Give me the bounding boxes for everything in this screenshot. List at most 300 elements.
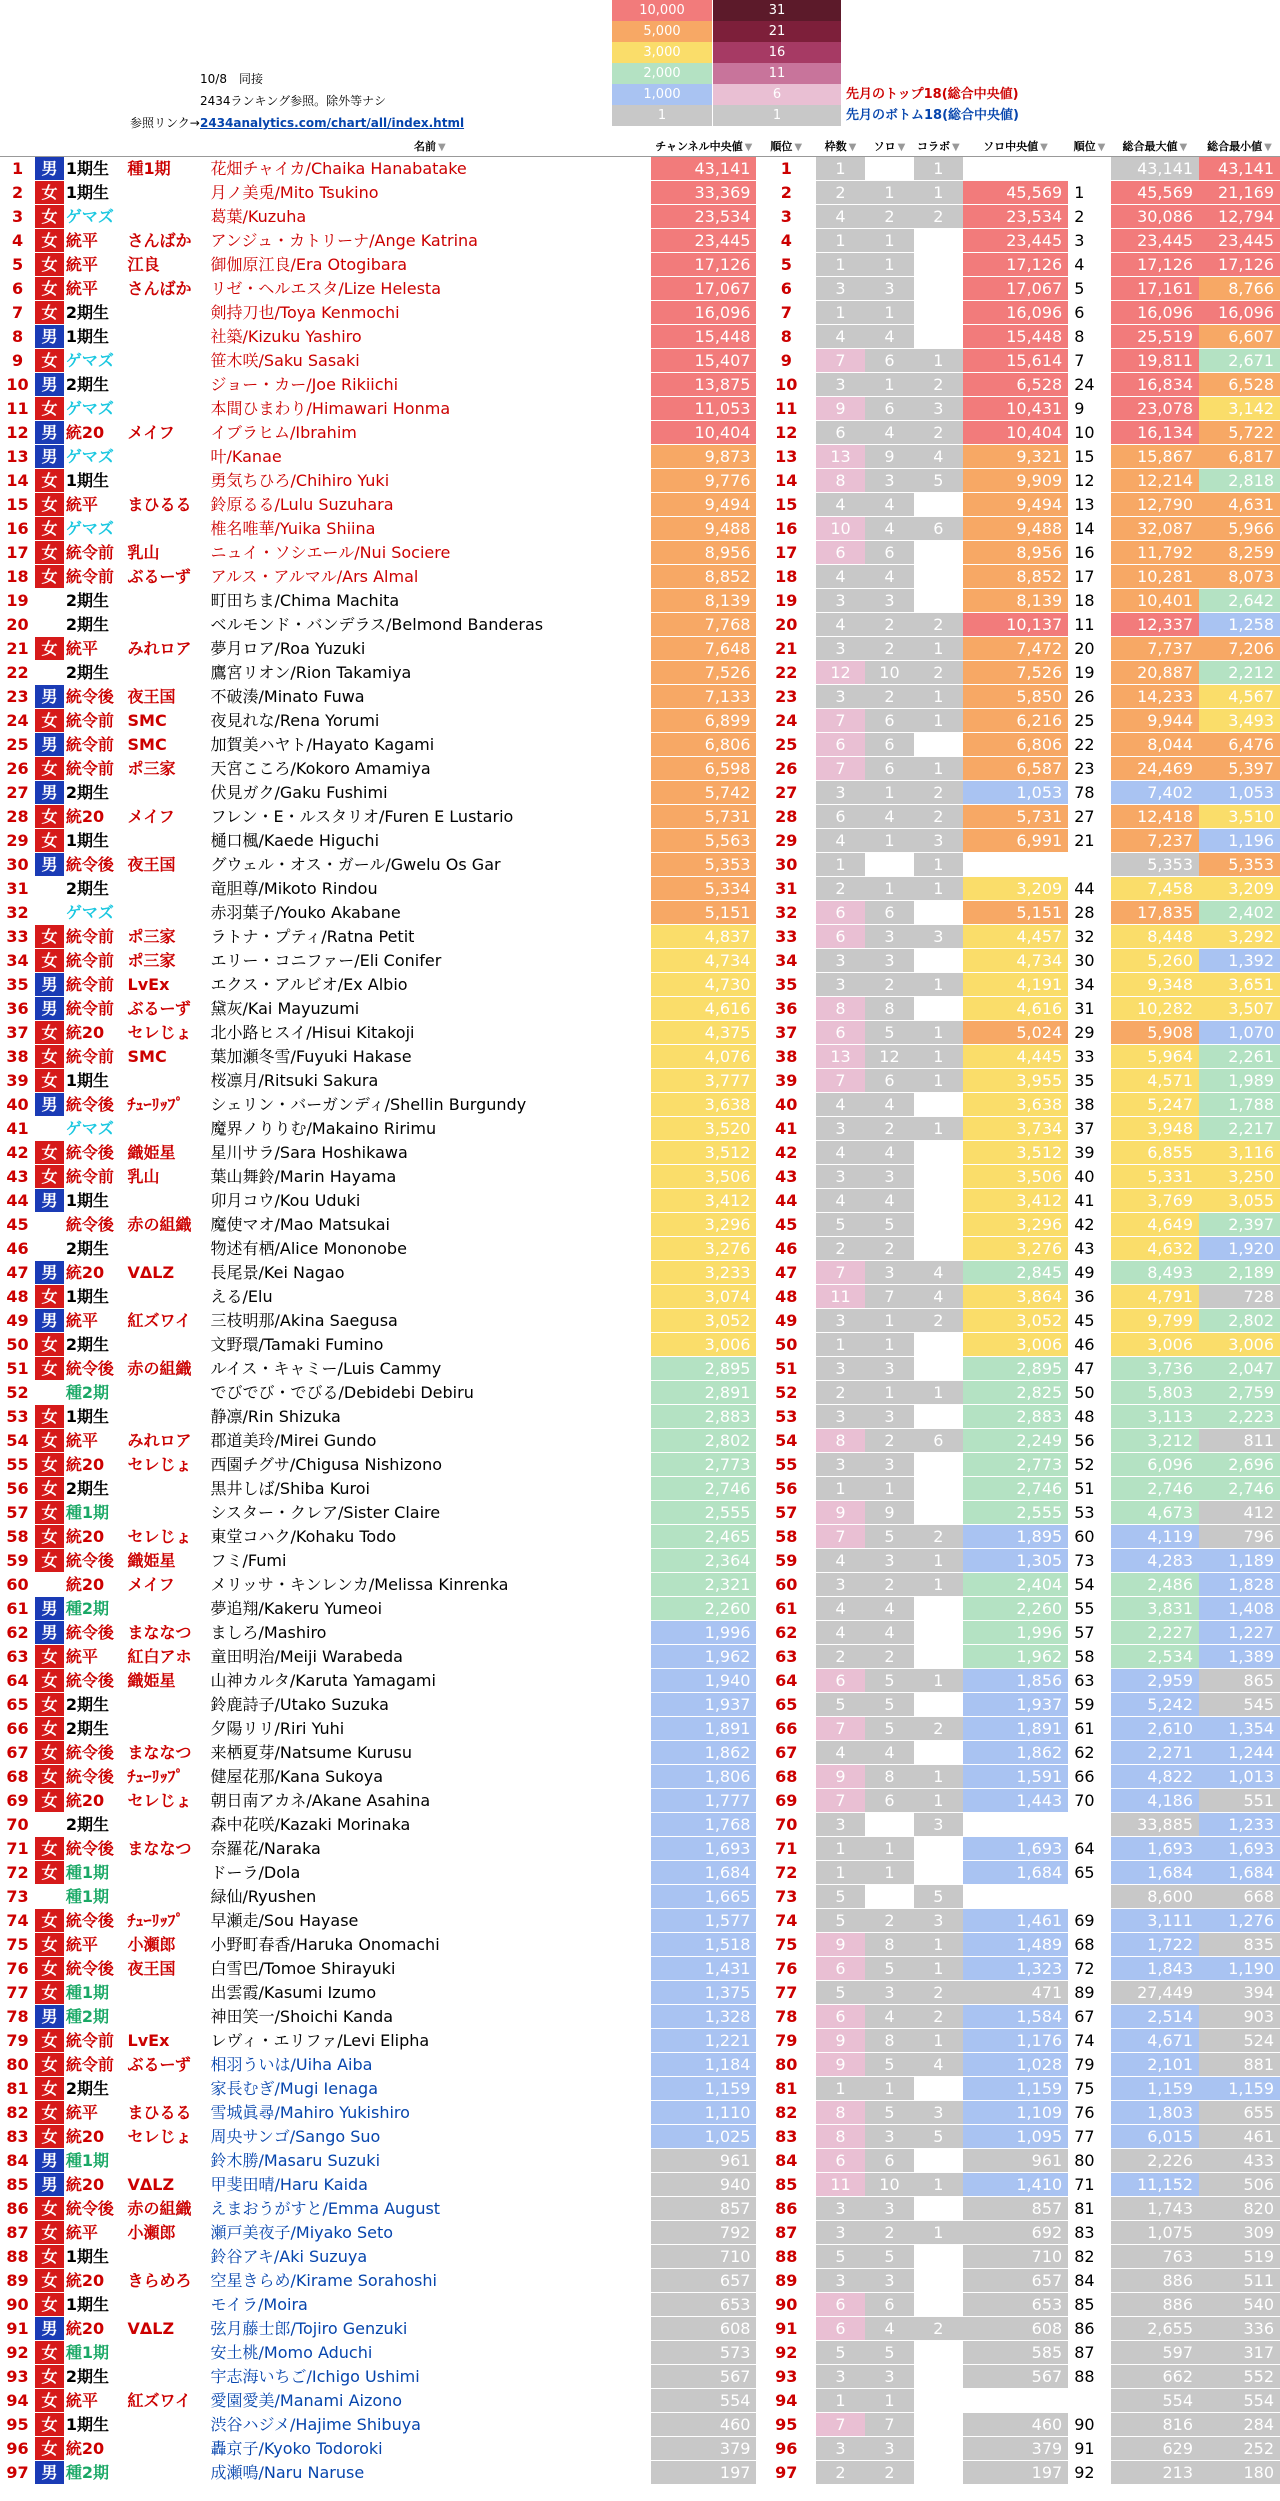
collab-count (914, 1477, 963, 1501)
table-row[interactable] (0, 733, 1280, 757)
table-row[interactable] (0, 1381, 1280, 1405)
sex-badge: 男 (35, 2149, 64, 2173)
solo-count: 3 (865, 1981, 914, 2005)
solo-median: 10,404 (963, 421, 1068, 445)
total-min: 1,233 (1199, 1813, 1280, 1837)
table-row[interactable] (0, 973, 1280, 997)
table-row[interactable] (0, 565, 1280, 589)
total-min: 3,651 (1199, 973, 1280, 997)
total-max: 16,834 (1111, 373, 1199, 397)
solo-rank: 61 (1068, 1717, 1111, 1741)
table-row[interactable] (0, 1117, 1280, 1141)
header-solo-median[interactable]: ソロ中央値 ▼ (963, 139, 1068, 157)
total-min: 6,817 (1199, 445, 1280, 469)
channel-median: 1,577 (651, 1909, 756, 1933)
table-row[interactable] (0, 2101, 1280, 2125)
solo-count: 1 (865, 253, 914, 277)
table-row[interactable] (0, 421, 1280, 445)
unit-name: 夜王国 (126, 685, 209, 709)
total-min: 2,223 (1199, 1405, 1280, 1429)
generation: 種2期 (64, 1381, 126, 1405)
solo-median: 1,443 (963, 1789, 1068, 1813)
table-row[interactable] (0, 1309, 1280, 1333)
table-row[interactable] (0, 1813, 1280, 1837)
table-row[interactable] (0, 469, 1280, 493)
solo-rank: 91 (1068, 2437, 1111, 2461)
table-row[interactable] (0, 685, 1280, 709)
stream-count: 6 (816, 2149, 865, 2173)
table-row[interactable] (0, 2221, 1280, 2245)
unit-name: セレじょ (126, 1525, 209, 1549)
table-row[interactable] (0, 1645, 1280, 1669)
total-max: 3,769 (1111, 1189, 1199, 1213)
solo-count: 3 (865, 589, 914, 613)
channel-median: 7,768 (651, 613, 756, 637)
collab-count: 1 (914, 1381, 963, 1405)
table-row[interactable] (0, 925, 1280, 949)
table-row[interactable] (0, 253, 1280, 277)
table-row[interactable] (0, 2341, 1280, 2365)
table-row[interactable] (0, 1669, 1280, 1693)
solo-rank: 58 (1068, 1645, 1111, 1669)
stream-count: 4 (816, 613, 865, 637)
table-row[interactable] (0, 1213, 1280, 1237)
table-row[interactable] (0, 1885, 1280, 1909)
rank: 51 (756, 1357, 816, 1381)
table-row[interactable] (0, 1477, 1280, 1501)
sex-badge: 男 (35, 1189, 64, 1213)
generation: ゲマズ (64, 517, 126, 541)
collab-count: 3 (914, 829, 963, 853)
table-row[interactable] (0, 517, 1280, 541)
total-min: 5,397 (1199, 757, 1280, 781)
info-rule: 2434ランキング参照。除外等ナシ (200, 94, 386, 108)
table-row[interactable] (0, 1165, 1280, 1189)
table-row[interactable] (0, 1741, 1280, 1765)
total-max: 4,673 (1111, 1501, 1199, 1525)
table-row[interactable] (0, 277, 1280, 301)
table-row[interactable] (0, 661, 1280, 685)
table-row[interactable] (0, 781, 1280, 805)
solo-median: 3,638 (963, 1093, 1068, 1117)
table-row[interactable] (0, 901, 1280, 925)
table-row[interactable] (0, 1501, 1280, 1525)
header-rank2[interactable]: 順位 ▼ (1068, 139, 1111, 157)
table-row[interactable] (0, 301, 1280, 325)
total-min: 8,259 (1199, 541, 1280, 565)
total-max: 11,792 (1111, 541, 1199, 565)
solo-count: 4 (865, 1093, 914, 1117)
row-index: 46 (0, 1237, 35, 1261)
unit-name (126, 205, 209, 229)
table-row[interactable] (0, 2005, 1280, 2029)
solo-median: 1,693 (963, 1837, 1068, 1861)
stream-count: 10 (816, 517, 865, 541)
header-count[interactable]: 枠数 ▼ (816, 139, 865, 157)
solo-rank: 5 (1068, 277, 1111, 301)
channel-median: 6,806 (651, 733, 756, 757)
stream-count: 7 (816, 1069, 865, 1093)
rank: 12 (756, 421, 816, 445)
rank: 46 (756, 1237, 816, 1261)
collab-count (914, 2341, 963, 2365)
liver-name: 甲斐田晴/Haru Kaida (209, 2173, 652, 2197)
liver-name: 夢追翔/Kakeru Yumeoi (209, 1597, 652, 1621)
channel-median: 657 (651, 2269, 756, 2293)
total-min: 309 (1199, 2221, 1280, 2245)
generation: 1期生 (64, 2413, 126, 2437)
solo-median: 1,684 (963, 1861, 1068, 1885)
table-row[interactable] (0, 1429, 1280, 1453)
table-row[interactable] (0, 397, 1280, 421)
row-index: 10 (0, 373, 35, 397)
collab-count (914, 325, 963, 349)
collab-count (914, 2197, 963, 2221)
table-row[interactable] (0, 1933, 1280, 1957)
solo-count: 5 (865, 1693, 914, 1717)
solo-rank: 34 (1068, 973, 1111, 997)
rank: 76 (756, 1957, 816, 1981)
generation: 2期生 (64, 589, 126, 613)
table-row[interactable] (0, 541, 1280, 565)
table-row[interactable] (0, 2413, 1280, 2437)
generation: 統令後 (64, 1909, 126, 1933)
collab-count: 1 (914, 1549, 963, 1573)
table-row[interactable] (0, 1261, 1280, 1285)
table-row[interactable] (0, 1093, 1280, 1117)
table-row[interactable] (0, 2077, 1280, 2101)
solo-rank: 65 (1068, 1861, 1111, 1885)
total-min: 284 (1199, 2413, 1280, 2437)
total-max: 20,887 (1111, 661, 1199, 685)
solo-count: 7 (865, 2413, 914, 2437)
liver-name: モイラ/Moira (209, 2293, 652, 2317)
table-row[interactable] (0, 325, 1280, 349)
rank: 94 (756, 2389, 816, 2413)
unit-name (126, 2005, 209, 2029)
stream-count: 8 (816, 1429, 865, 1453)
table-row[interactable] (0, 949, 1280, 973)
solo-count: 3 (865, 469, 914, 493)
table-row[interactable] (0, 157, 1280, 181)
rank: 6 (756, 277, 816, 301)
channel-median: 8,852 (651, 565, 756, 589)
table-row[interactable] (0, 2125, 1280, 2149)
total-min: 394 (1199, 1981, 1280, 2005)
collab-count (914, 229, 963, 253)
collab-count (914, 1861, 963, 1885)
table-row[interactable] (0, 349, 1280, 373)
channel-median: 1,431 (651, 1957, 756, 1981)
total-min: 552 (1199, 2365, 1280, 2389)
generation: 統令後 (64, 853, 126, 877)
sex-badge: 女 (35, 253, 64, 277)
total-max: 2,101 (1111, 2053, 1199, 2077)
generation: 統平 (64, 2221, 126, 2245)
solo-median: 7,526 (963, 661, 1068, 685)
table-row[interactable] (0, 805, 1280, 829)
unit-name: ﾁｭｰﾘｯﾌﾟ (126, 1909, 209, 1933)
total-max: 5,964 (1111, 1045, 1199, 1069)
table-row[interactable] (0, 1069, 1280, 1093)
table-row[interactable] (0, 445, 1280, 469)
table-row[interactable] (0, 1549, 1280, 1573)
solo-rank: 30 (1068, 949, 1111, 973)
liver-name: 椎名唯華/Yuika Shiina (209, 517, 652, 541)
solo-median: 1,305 (963, 1549, 1068, 1573)
table-row[interactable] (0, 709, 1280, 733)
solo-median: 197 (963, 2461, 1068, 2485)
liver-name: リゼ・ヘルエスタ/Lize Helesta (209, 277, 652, 301)
table-row[interactable] (0, 1765, 1280, 1789)
stream-count: 3 (816, 1357, 865, 1381)
solo-rank: 45 (1068, 1309, 1111, 1333)
row-index: 37 (0, 1021, 35, 1045)
sex-badge: 女 (35, 1645, 64, 1669)
sex-badge: 女 (35, 2221, 64, 2245)
table-row[interactable] (0, 229, 1280, 253)
stream-count: 7 (816, 1789, 865, 1813)
sex-badge: 女 (35, 2341, 64, 2365)
table-row[interactable] (0, 589, 1280, 613)
rank: 16 (756, 517, 816, 541)
generation: 統20 (64, 2317, 126, 2341)
channel-median: 4,730 (651, 973, 756, 997)
solo-count: 4 (865, 565, 914, 589)
table-row[interactable] (0, 2269, 1280, 2293)
table-row[interactable] (0, 2293, 1280, 2317)
header-rank[interactable]: 順位 ▼ (756, 139, 816, 157)
liver-name: ニュイ・ソシエール/Nui Sociere (209, 541, 652, 565)
table-row[interactable] (0, 853, 1280, 877)
table-row[interactable] (0, 1285, 1280, 1309)
table-row[interactable] (0, 1981, 1280, 2005)
total-min: 4,631 (1199, 493, 1280, 517)
solo-median: 1,028 (963, 2053, 1068, 2077)
unit-name: 織姫星 (126, 1141, 209, 1165)
generation: 統令前 (64, 757, 126, 781)
legend-rank-value: 16 (713, 42, 841, 63)
table-row[interactable] (0, 1573, 1280, 1597)
table-row[interactable] (0, 997, 1280, 1021)
collab-count: 1 (914, 973, 963, 997)
total-max: 3,006 (1111, 1333, 1199, 1357)
unit-name: セレじょ (126, 1789, 209, 1813)
table-row[interactable] (0, 493, 1280, 517)
unit-name (126, 1717, 209, 1741)
table-row[interactable] (0, 1597, 1280, 1621)
table-row[interactable] (0, 1837, 1280, 1861)
table-row[interactable] (0, 1525, 1280, 1549)
table-row[interactable] (0, 613, 1280, 637)
table-row[interactable] (0, 1789, 1280, 1813)
sex-badge: 女 (35, 2053, 64, 2077)
sex-badge: 男 (35, 1309, 64, 1333)
table-row[interactable] (0, 1021, 1280, 1045)
channel-median: 5,151 (651, 901, 756, 925)
table-row[interactable] (0, 2029, 1280, 2053)
sex-badge: 女 (35, 301, 64, 325)
unit-name (126, 1477, 209, 1501)
table-row[interactable] (0, 2437, 1280, 2461)
solo-rank (1068, 1885, 1111, 1909)
solo-count: 5 (865, 2341, 914, 2365)
table-row[interactable] (0, 1957, 1280, 1981)
solo-median: 7,472 (963, 637, 1068, 661)
table-row[interactable] (0, 1189, 1280, 1213)
table-row[interactable] (0, 2389, 1280, 2413)
table-row[interactable] (0, 1621, 1280, 1645)
sex-badge: 女 (35, 1501, 64, 1525)
sex-badge: 女 (35, 229, 64, 253)
table-row[interactable] (0, 1045, 1280, 1069)
header-name[interactable]: 名前 ▼ (209, 139, 652, 157)
table-row[interactable] (0, 1357, 1280, 1381)
row-index: 87 (0, 2221, 35, 2245)
table-row[interactable] (0, 2149, 1280, 2173)
solo-count: 3 (865, 2125, 914, 2149)
solo-rank: 70 (1068, 1789, 1111, 1813)
header-min[interactable]: 総合最小値 ▼ (1199, 139, 1280, 157)
table-row[interactable] (0, 2245, 1280, 2269)
total-max: 1,743 (1111, 2197, 1199, 2221)
table-row[interactable] (0, 1333, 1280, 1357)
sex-badge: 女 (35, 397, 64, 421)
solo-count: 8 (865, 1933, 914, 1957)
total-min: 317 (1199, 2341, 1280, 2365)
header-solo[interactable]: ソロ ▼ (865, 139, 914, 157)
table-row[interactable] (0, 2365, 1280, 2389)
unit-name (126, 469, 209, 493)
solo-median: 1,461 (963, 1909, 1068, 1933)
collab-count: 6 (914, 517, 963, 541)
total-min: 1,684 (1199, 1861, 1280, 1885)
table-row[interactable] (0, 1861, 1280, 1885)
total-max: 4,822 (1111, 1765, 1199, 1789)
table-row[interactable] (0, 1909, 1280, 1933)
sex-badge (35, 1237, 64, 1261)
liver-name: 轟京子/Kyoko Todoroki (209, 2437, 652, 2461)
row-index: 30 (0, 853, 35, 877)
info-link[interactable]: 2434analytics.com/chart/all/index.html (200, 116, 465, 130)
unit-name (126, 877, 209, 901)
rank: 19 (756, 589, 816, 613)
table-row[interactable] (0, 1453, 1280, 1477)
header-collab[interactable]: コラボ ▼ (914, 139, 963, 157)
unit-name (126, 2365, 209, 2389)
row-index: 17 (0, 541, 35, 565)
table-row[interactable] (0, 1237, 1280, 1261)
rank: 86 (756, 2197, 816, 2221)
total-max: 1,075 (1111, 2221, 1199, 2245)
solo-rank: 22 (1068, 733, 1111, 757)
rank: 66 (756, 1717, 816, 1741)
liver-name: 月ノ美兎/Mito Tsukino (209, 181, 652, 205)
unit-name (126, 1885, 209, 1909)
liver-name: ドーラ/Dola (209, 1861, 652, 1885)
table-row[interactable] (0, 205, 1280, 229)
solo-rank: 41 (1068, 1189, 1111, 1213)
liver-name: 勇気ちひろ/Chihiro Yuki (209, 469, 652, 493)
table-row[interactable] (0, 2173, 1280, 2197)
solo-count: 1 (865, 2077, 914, 2101)
stream-count: 6 (816, 925, 865, 949)
solo-count: 3 (865, 1405, 914, 1429)
solo-count (865, 1885, 914, 1909)
row-index: 89 (0, 2269, 35, 2293)
solo-count: 3 (865, 925, 914, 949)
unit-name: VΔLZ (126, 1261, 209, 1285)
solo-median: 2,825 (963, 1381, 1068, 1405)
total-min: 506 (1199, 2173, 1280, 2197)
generation: 1期生 (64, 325, 126, 349)
unit-name: さんばか (126, 229, 209, 253)
rank: 4 (756, 229, 816, 253)
sex-badge: 女 (35, 2101, 64, 2125)
solo-median: 3,006 (963, 1333, 1068, 1357)
table-row[interactable] (0, 829, 1280, 853)
liver-name: 花畑チャイカ/Chaika Hanabatake (209, 157, 652, 181)
rank: 43 (756, 1165, 816, 1189)
table-row[interactable] (0, 757, 1280, 781)
header-max[interactable]: 総合最大値 ▼ (1111, 139, 1199, 157)
stream-count: 3 (816, 2437, 865, 2461)
sex-badge: 女 (35, 517, 64, 541)
collab-count: 1 (914, 349, 963, 373)
unit-name: セレじょ (126, 1021, 209, 1045)
unit-name: ポ三家 (126, 925, 209, 949)
table-row[interactable] (0, 2053, 1280, 2077)
unit-name: VΔLZ (126, 2317, 209, 2341)
generation: 種1期 (64, 2341, 126, 2365)
total-min: 2,397 (1199, 1213, 1280, 1237)
total-min: 252 (1199, 2437, 1280, 2461)
total-max: 23,445 (1111, 229, 1199, 253)
table-row[interactable] (0, 1717, 1280, 1741)
unit-name: 紅白アホ (126, 1645, 209, 1669)
total-min: 811 (1199, 1429, 1280, 1453)
collab-count (914, 1141, 963, 1165)
table-row[interactable] (0, 373, 1280, 397)
collab-count: 1 (914, 2221, 963, 2245)
table-row[interactable] (0, 181, 1280, 205)
unit-name: メイフ (126, 1573, 209, 1597)
table-row[interactable] (0, 2197, 1280, 2221)
table-row[interactable] (0, 877, 1280, 901)
total-max: 629 (1111, 2437, 1199, 2461)
table-row[interactable] (0, 2461, 1280, 2485)
solo-count: 1 (865, 781, 914, 805)
total-max: 1,843 (1111, 1957, 1199, 1981)
generation: 統令前 (64, 565, 126, 589)
row-index: 20 (0, 613, 35, 637)
row-index: 82 (0, 2101, 35, 2125)
table-row[interactable] (0, 2317, 1280, 2341)
rank: 68 (756, 1765, 816, 1789)
solo-rank: 92 (1068, 2461, 1111, 2485)
stream-count: 3 (816, 1573, 865, 1597)
solo-count: 1 (865, 1861, 914, 1885)
table-row[interactable] (0, 1693, 1280, 1717)
table-row[interactable] (0, 1141, 1280, 1165)
generation: 統令後 (64, 1357, 126, 1381)
table-row[interactable] (0, 637, 1280, 661)
header-median[interactable]: チャンネル中央値 ▼ (651, 139, 756, 157)
collab-count: 1 (914, 157, 963, 181)
generation: 統平 (64, 253, 126, 277)
table-row[interactable] (0, 1405, 1280, 1429)
row-index: 71 (0, 1837, 35, 1861)
